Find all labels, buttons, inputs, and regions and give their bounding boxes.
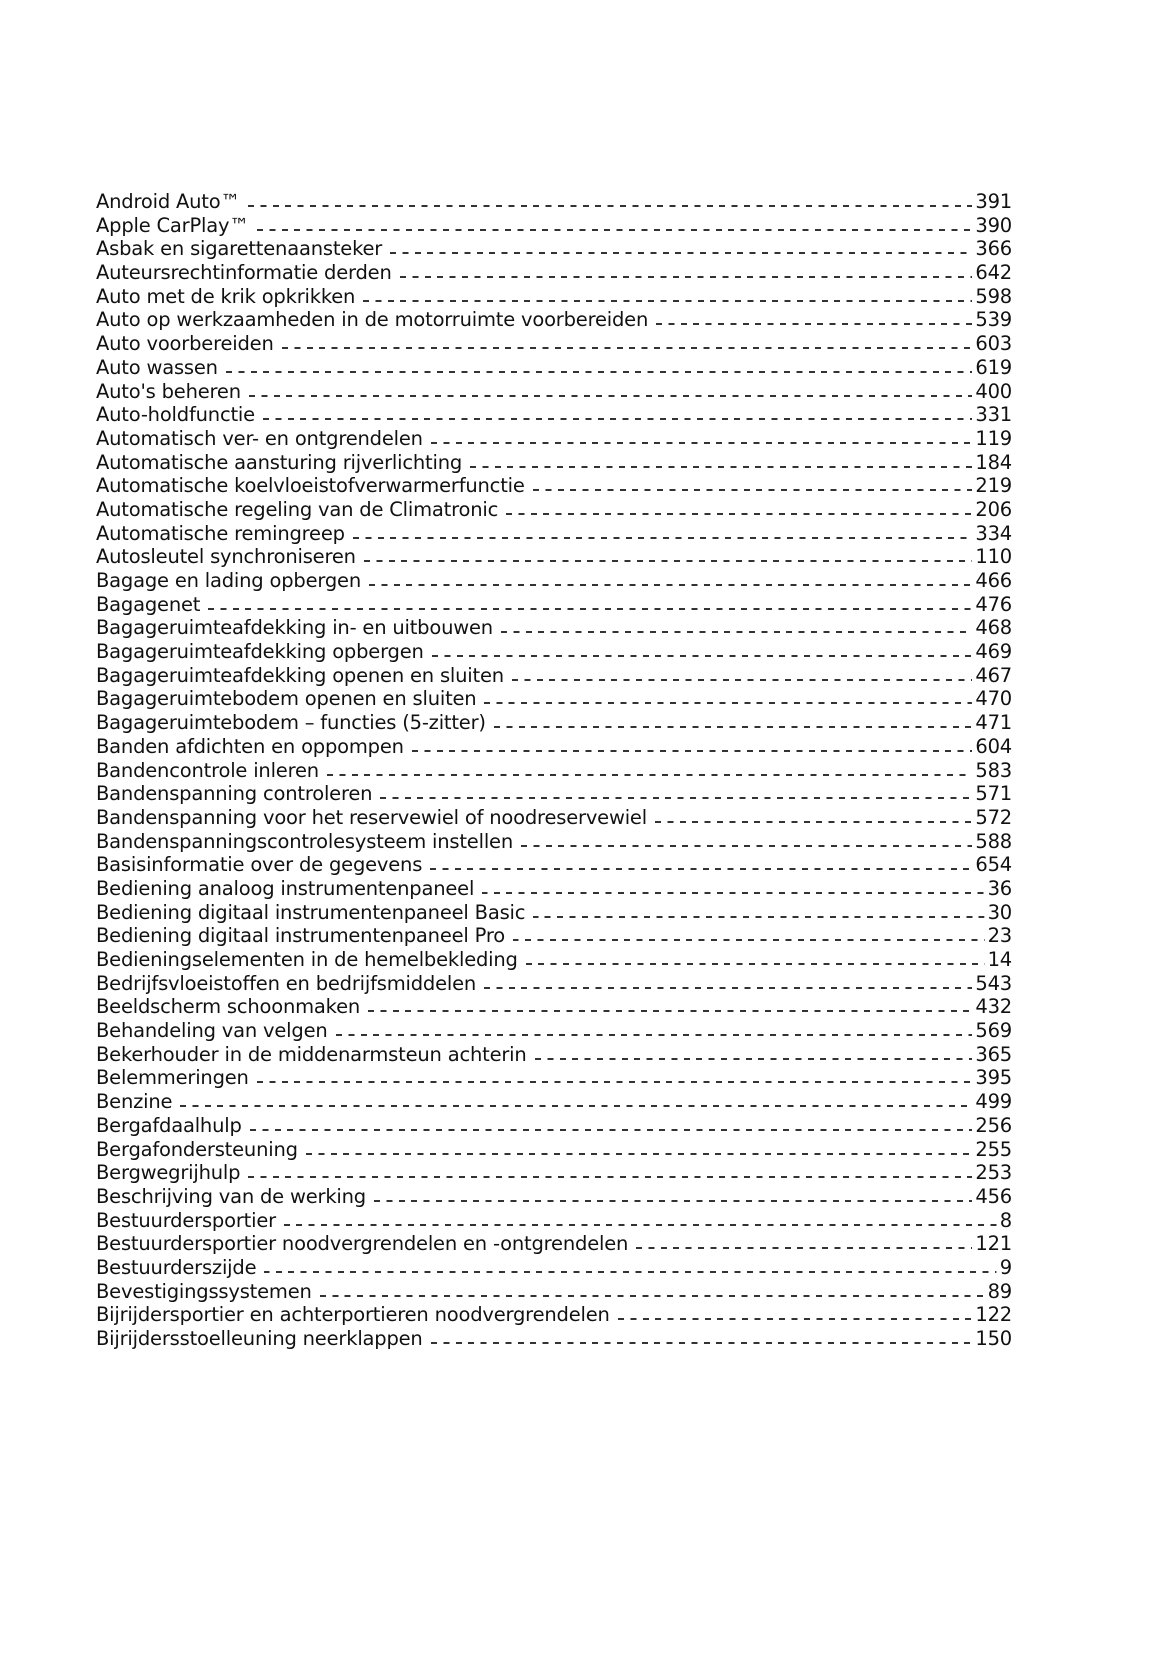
index-page-number: 543: [975, 971, 1012, 995]
index-page-number: 476: [975, 592, 1012, 616]
index-term: Bediening digitaal instrumentenpaneel Pro: [96, 924, 505, 948]
dot-leader: [250, 1129, 973, 1131]
dot-leader: [327, 774, 972, 776]
index-term: Bestuurdersportier: [96, 1208, 276, 1232]
index-entry: [96, 782, 1012, 806]
index-entry: [96, 995, 1012, 1019]
index-entry: [96, 1209, 1012, 1233]
index-term: Bandenspanningscontrolesysteem instellen: [96, 829, 513, 853]
dot-leader: [257, 229, 973, 231]
index-term: Beeldscherm schoonmaken: [96, 995, 361, 1019]
index-entry: [96, 1019, 1012, 1043]
dot-leader: [248, 205, 973, 207]
index-entry: [96, 380, 1012, 404]
index-page-number: 467: [975, 663, 1012, 687]
dot-leader: [264, 1271, 996, 1273]
index-term: Bandenspanning controleren: [96, 782, 373, 806]
index-page-number: 395: [975, 1066, 1012, 1090]
index-page-number: 471: [975, 711, 1012, 735]
index-entry: [96, 498, 1012, 522]
dot-leader: [431, 1342, 973, 1344]
index-term: Bekerhouder in de middenarmsteun achterin: [96, 1042, 527, 1066]
dot-leader: [282, 347, 973, 349]
index-term: Beschrijving van de werking: [96, 1184, 366, 1208]
index-page-number: 365: [975, 1042, 1012, 1066]
index-term: Bandenspanning voor het reservewiel of noodreservewiel: [96, 805, 647, 829]
index-term: Android Auto™: [96, 190, 240, 213]
dot-leader: [249, 395, 973, 397]
dot-leader: [380, 797, 972, 799]
dot-leader: [400, 276, 973, 278]
dot-leader: [284, 1224, 997, 1226]
index-term: Bediening analoog instrumentenpaneel: [96, 876, 475, 900]
index-entry: [96, 924, 1012, 948]
dot-leader: [535, 1058, 973, 1060]
index-page-number: 469: [975, 640, 1012, 664]
index-term: Bedrijfsvloeistoffen en bedrijfsmiddelen: [96, 971, 477, 995]
index-term: Benzine: [96, 1090, 173, 1114]
index-entry: [96, 474, 1012, 498]
index-page-number: 36: [987, 876, 1012, 900]
index-term: Bediening digitaal instrumentenpaneel Basic: [96, 900, 526, 924]
index-term: Apple CarPlay™: [96, 213, 249, 237]
index-entry: [96, 664, 1012, 688]
dot-leader: [431, 442, 973, 444]
index-term: Auto voorbereiden: [96, 332, 274, 356]
index-page-number: 432: [975, 995, 1012, 1019]
index-page-number: 466: [975, 569, 1012, 592]
index-term: Bandencontrole inleren: [96, 758, 319, 782]
index-term: Bevestigingssystemen: [96, 1279, 312, 1303]
dot-leader: [320, 1295, 985, 1297]
index-term: Bagageruimtebodem openen en sluiten: [96, 687, 477, 711]
index-page-number: 219: [975, 474, 1012, 498]
index-page-number: 23: [987, 924, 1012, 948]
index-entry: [96, 948, 1012, 972]
dot-leader: [374, 1200, 972, 1202]
index-entry: [96, 1185, 1012, 1209]
index-entry: [96, 1232, 1012, 1256]
index-term: Auto op werkzaamheden in de motorruimte voorbereiden: [96, 308, 649, 332]
index-term: Auto met de krik opkrikken: [96, 284, 356, 308]
index-term: Autosleutel synchroniseren: [96, 545, 356, 569]
dot-leader: [521, 845, 972, 847]
index-page-number: 588: [975, 829, 1012, 853]
dot-leader: [526, 963, 985, 965]
dot-leader: [512, 679, 972, 681]
index-term: Bergwegrijhulp: [96, 1161, 241, 1185]
index-page-number: 400: [975, 379, 1012, 403]
index-page-number: 9: [999, 1255, 1012, 1279]
index-entry: [96, 1138, 1012, 1162]
index-page-number: 14: [987, 948, 1012, 971]
index-page-number: 334: [975, 521, 1012, 545]
index-entry: [96, 545, 1012, 569]
index-page-number: 583: [975, 758, 1012, 782]
dot-leader: [363, 300, 972, 302]
dot-leader: [368, 1010, 972, 1012]
dot-leader: [501, 631, 972, 633]
index-term: Bagageruimteafdekking in- en uitbouwen: [96, 616, 493, 640]
index-page-number: 468: [975, 616, 1012, 640]
dot-leader: [248, 1176, 972, 1178]
dot-leader: [484, 987, 972, 989]
index-entry: [96, 261, 1012, 285]
index-entry: [96, 308, 1012, 332]
index-entry: [96, 237, 1012, 261]
index-entry: [96, 1066, 1012, 1090]
dot-leader: [180, 1105, 972, 1107]
index-term: Automatische regeling van de Climatronic: [96, 497, 499, 521]
dot-leader: [636, 1247, 972, 1249]
index-term: Auto's beheren: [96, 379, 241, 403]
index-entry: [96, 403, 1012, 427]
index-entry: [96, 806, 1012, 830]
dot-leader: [306, 1153, 973, 1155]
index-term: Bagage en lading opbergen: [96, 569, 361, 592]
dot-leader: [430, 868, 972, 870]
index-entry: [96, 1256, 1012, 1280]
index-entry: [96, 759, 1012, 783]
index-page-number: 331: [975, 403, 1012, 427]
index-term: Auto wassen: [96, 355, 218, 379]
index-term: Auto-holdfunctie: [96, 403, 255, 427]
index-term: Automatisch ver- en ontgrendelen: [96, 426, 423, 450]
index-page-number: 456: [975, 1184, 1012, 1208]
dot-leader: [263, 418, 972, 420]
index-page-number: 150: [975, 1327, 1012, 1350]
dot-leader: [618, 1318, 973, 1320]
dot-leader: [257, 1081, 973, 1083]
index-page-number: 256: [975, 1113, 1012, 1137]
dot-leader: [513, 939, 985, 941]
index-entry: [96, 1161, 1012, 1185]
index-page-number: 470: [975, 687, 1012, 711]
index-list: [96, 190, 1012, 1351]
index-page-number: 572: [975, 805, 1012, 829]
index-page-number: 391: [975, 190, 1012, 213]
index-page-number: 569: [975, 1019, 1012, 1043]
index-term: Automatische aansturing rijverlichting: [96, 450, 463, 474]
dot-leader: [336, 1034, 973, 1036]
index-entry: [96, 901, 1012, 925]
dot-leader: [226, 371, 973, 373]
dot-leader: [432, 655, 973, 657]
dot-leader: [484, 702, 972, 704]
index-page-number: 604: [975, 734, 1012, 758]
index-term: Bestuurdersportier noodvergrendelen en -ontgrendelen: [96, 1232, 629, 1256]
index-entry: [96, 427, 1012, 451]
index-entry: [96, 593, 1012, 617]
index-entry: [96, 687, 1012, 711]
index-entry: [96, 830, 1012, 854]
dot-leader: [482, 892, 984, 894]
index-term: Banden afdichten en oppompen: [96, 734, 404, 758]
index-entry: [96, 1327, 1012, 1351]
dot-leader: [506, 513, 972, 515]
index-page-number: 206: [975, 497, 1012, 521]
index-entry: [96, 853, 1012, 877]
index-entry: [96, 285, 1012, 309]
index-term: Bestuurderszijde: [96, 1255, 257, 1279]
dot-leader: [364, 560, 973, 562]
index-page-number: 390: [975, 213, 1012, 237]
index-entry: [96, 640, 1012, 664]
index-term: Bagageruimteafdekking opbergen: [96, 640, 424, 664]
index-entry: [96, 522, 1012, 546]
index-entry: [96, 1114, 1012, 1138]
index-page-number: 603: [975, 332, 1012, 356]
index-entry: [96, 356, 1012, 380]
index-term: Bagagenet: [96, 592, 201, 616]
index-page-number: 642: [975, 261, 1012, 285]
dot-leader: [208, 608, 972, 610]
index-page-number: 654: [975, 853, 1012, 877]
index-term: Automatische remingreep: [96, 521, 345, 545]
index-entry: [96, 1280, 1012, 1304]
index-entry: [96, 1090, 1012, 1114]
dot-leader: [369, 584, 972, 586]
index-entry: [96, 190, 1012, 214]
dot-leader: [390, 252, 972, 254]
index-entry: [96, 451, 1012, 475]
dot-leader: [412, 750, 973, 752]
dot-leader: [656, 323, 972, 325]
index-page-number: 571: [975, 782, 1012, 806]
index-term: Bergafdaalhulp: [96, 1113, 242, 1137]
index-page-number: 30: [987, 900, 1012, 924]
index-page-number: 119: [975, 426, 1012, 450]
index-term: Automatische koelvloeistofverwarmerfunctie: [96, 474, 525, 498]
index-entry: [96, 877, 1012, 901]
index-entry: [96, 214, 1012, 238]
index-entry: [96, 332, 1012, 356]
index-entry: [96, 735, 1012, 759]
index-entry: [96, 1043, 1012, 1067]
dot-leader: [494, 726, 973, 728]
dot-leader: [533, 489, 973, 491]
index-entry: [96, 972, 1012, 996]
index-page-number: 89: [987, 1279, 1012, 1303]
index-term: Bergafondersteuning: [96, 1137, 298, 1161]
index-term: Bijrijdersportier en achterportieren noodvergrendelen: [96, 1303, 610, 1327]
index-page-number: 122: [975, 1303, 1012, 1327]
index-term: Basisinformatie over de gegevens: [96, 853, 423, 877]
index-page-number: 121: [975, 1232, 1012, 1256]
index-entry: [96, 569, 1012, 593]
index-page-number: 255: [975, 1137, 1012, 1161]
index-page-number: 110: [975, 545, 1012, 569]
dot-leader: [470, 466, 972, 468]
dot-leader: [655, 821, 972, 823]
index-page-number: 184: [975, 450, 1012, 474]
index-term: Belemmeringen: [96, 1066, 249, 1090]
index-term: Asbak en sigarettenaansteker: [96, 237, 383, 261]
index-term: Bagageruimtebodem – functies (5-zitter): [96, 711, 486, 735]
index-term: Bijrijdersstoelleuning neerklappen: [96, 1327, 423, 1350]
index-term: Bedieningselementen in de hemelbekleding: [96, 948, 518, 971]
index-entry: [96, 1303, 1012, 1327]
index-term: Bagageruimteafdekking openen en sluiten: [96, 663, 504, 687]
index-page-number: 253: [975, 1161, 1012, 1185]
index-entry: [96, 616, 1012, 640]
dot-leader: [533, 916, 984, 918]
index-page-number: 598: [975, 284, 1012, 308]
index-term: Behandeling van velgen: [96, 1019, 328, 1043]
dot-leader: [353, 537, 973, 539]
index-entry: [96, 711, 1012, 735]
index-page-number: 539: [975, 308, 1012, 332]
index-page-number: 366: [975, 237, 1012, 261]
index-term: Auteursrechtinformatie derden: [96, 261, 392, 285]
index-page-number: 8: [999, 1208, 1012, 1232]
index-page-number: 619: [975, 355, 1012, 379]
index-page-number: 499: [975, 1090, 1012, 1114]
